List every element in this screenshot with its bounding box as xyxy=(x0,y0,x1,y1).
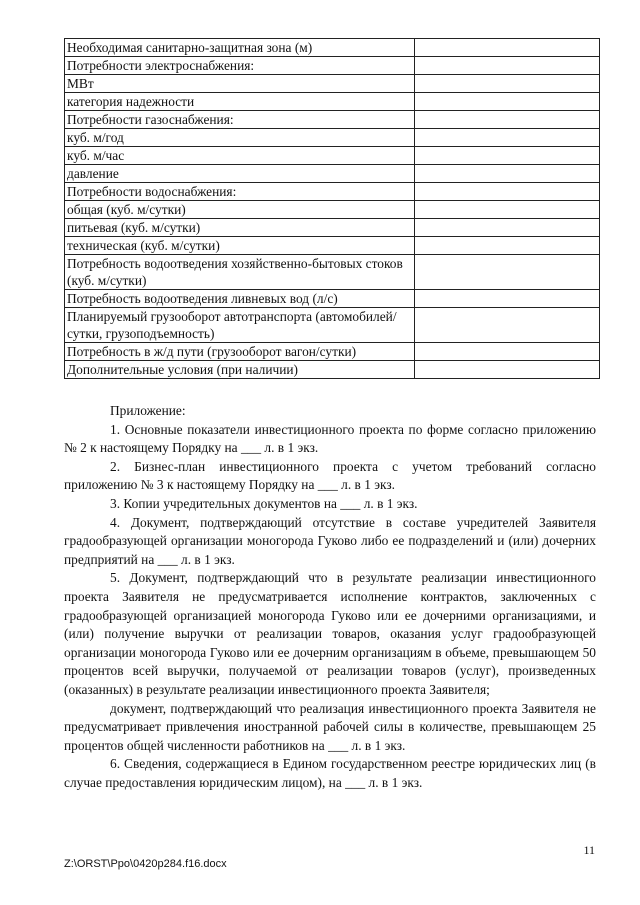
row-label: Планируемый грузооборот автотранспорта (автомобилей/сутки, грузоподъемность) xyxy=(65,308,415,343)
row-label: МВт xyxy=(65,75,415,93)
appendix-item-2: 2. Бизнес-план инвестиционного проекта с учетом требований согласно приложению № 3 к настоящему Порядку на ___ л. в 1 экз. xyxy=(64,458,596,493)
table-row xyxy=(65,308,600,343)
row-label: Потребность в ж/д пути (грузооборот вагон/сутки) xyxy=(65,343,415,361)
table-row xyxy=(65,343,600,361)
appendix-item-4: 4. Документ, подтверждающий отсутствие в составе учредителей Заявителя градообразующей организации моногорода Гуково либо ее подразделений и (или) дочерних предприятий на ___ л. в 1 экз. xyxy=(64,514,596,567)
row-value xyxy=(415,361,600,379)
file-path: Z:\ORST\Ppo\0420p284.f16.docx xyxy=(64,858,227,870)
row-label: Дополнительные условия (при наличии) xyxy=(65,361,415,379)
row-label: Потребности электроснабжения: xyxy=(65,57,415,75)
appendix-item-6: 6. Сведения, содержащиеся в Едином государственном реестре юридических лиц (в случае предоставления юридическим лицом), на ___ л. в 1 экз. xyxy=(64,756,596,790)
row-value xyxy=(415,219,600,237)
table-row xyxy=(65,237,600,255)
row-label: Необходимая санитарно-защитная зона (м) xyxy=(65,39,415,57)
row-value xyxy=(415,308,600,343)
row-label: питьевая (куб. м/сутки) xyxy=(65,219,415,237)
row-value xyxy=(415,129,600,147)
table-row xyxy=(65,129,600,147)
appendix-item-5: 5. Документ, подтверждающий что в результате реализации инвестиционного проекта Заявителя не предусматривается исполнение контрактов, заключенных с градообразующей организацией моногорода Гуково или ее дочерними организациями, и (или) получение выручки от реализации товаров, оказания услуг градообразующей организации моногорода Гуково или ее дочерним организациям в объеме, превышающем 50 процентов всей выручки, получаемой от реализации товаров (услуг), произведенных (оказанных) в результате реализации инвестиционного проекта Заявителя; xyxy=(64,570,596,697)
row-value xyxy=(415,183,600,201)
requirements-table xyxy=(64,38,600,379)
row-value xyxy=(415,165,600,183)
table-row xyxy=(65,183,600,201)
row-label: категория надежности xyxy=(65,93,415,111)
appendix-heading: Приложение: xyxy=(110,403,186,418)
row-value xyxy=(415,343,600,361)
row-value xyxy=(415,201,600,219)
row-label: куб. м/год xyxy=(65,129,415,147)
table-row xyxy=(65,201,600,219)
appendix-item-1: 1. Основные показатели инвестиционного проекта по форме согласно приложению № 2 к настоящему Порядку на ___ л. в 1 экз. xyxy=(64,421,596,456)
row-value xyxy=(415,111,600,129)
row-value xyxy=(415,75,600,93)
table-row xyxy=(65,93,600,111)
row-label: Потребность водоотведения хозяйственно-бытовых стоков (куб. м/сутки) xyxy=(65,255,415,290)
appendix-item-5-extra: документ, подтверждающий что реализация инвестиционного проекта Заявителя не предусматривает привлечения иностранной рабочей силы в количестве, превышающем 25 процентов общей численности работников на ___ л. в 1 экз. xyxy=(64,700,596,753)
table-row xyxy=(65,75,600,93)
row-value xyxy=(415,93,600,111)
table-row xyxy=(65,111,600,129)
table-row xyxy=(65,290,600,308)
table-row xyxy=(65,165,600,183)
table-row xyxy=(65,147,600,165)
row-value xyxy=(415,255,600,290)
row-label: Потребности газоснабжения: xyxy=(65,111,415,129)
row-value xyxy=(415,237,600,255)
row-label: давление xyxy=(65,165,415,183)
row-value xyxy=(415,290,600,308)
appendix-section xyxy=(64,402,596,792)
table-row xyxy=(65,361,600,379)
row-label: техническая (куб. м/сутки) xyxy=(65,237,415,255)
table-row xyxy=(65,219,600,237)
row-label: Потребности водоснабжения: xyxy=(65,183,415,201)
table-row xyxy=(65,57,600,75)
row-label: Потребность водоотведения ливневых вод (л/с) xyxy=(65,290,415,308)
row-label: куб. м/час xyxy=(65,147,415,165)
table-row xyxy=(65,39,600,57)
table-row xyxy=(65,255,600,290)
appendix-item-3: 3. Копии учредительных документов на ___ л. в 1 экз. xyxy=(110,495,418,511)
row-value xyxy=(415,57,600,75)
row-value xyxy=(415,39,600,57)
row-value xyxy=(415,147,600,165)
page-number: 11 xyxy=(583,843,595,857)
row-label: общая (куб. м/сутки) xyxy=(65,201,415,219)
